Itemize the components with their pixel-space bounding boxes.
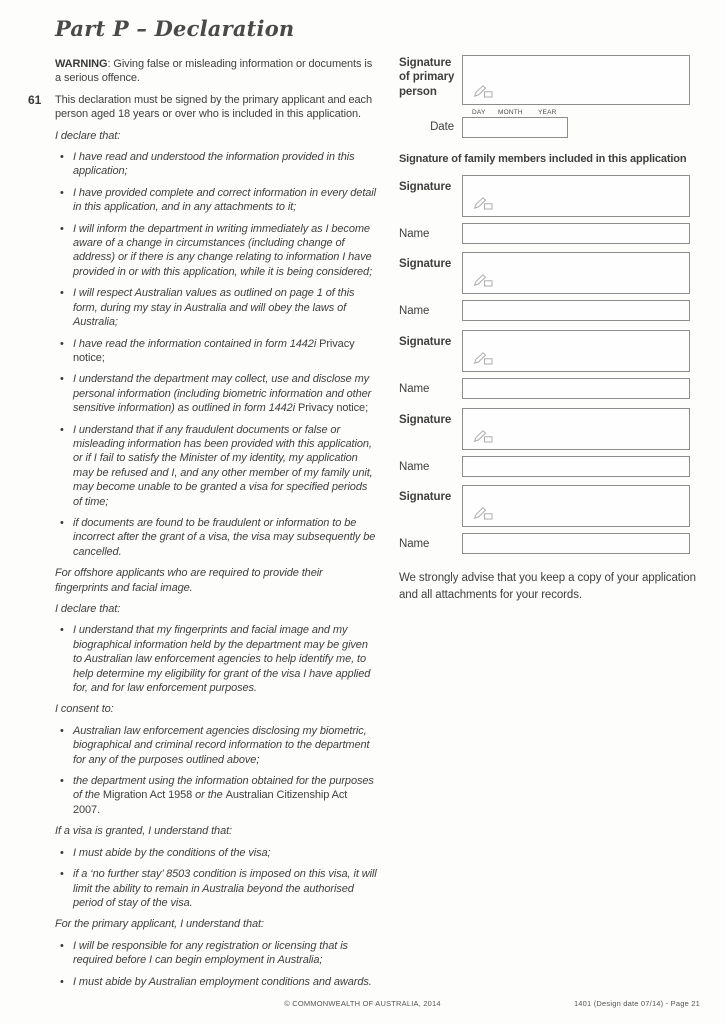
name-input[interactable]	[462, 378, 690, 399]
signature-box[interactable]	[462, 408, 690, 450]
bullet-dot-icon: •	[60, 624, 64, 637]
warning-label: WARNING	[55, 58, 108, 70]
bullet-text: I understand the department may collect, use and disclose my personal information (including biometric information and other sensitive information) as outlined in form 1442i Privacy notice;	[73, 373, 372, 415]
name-label: Name	[399, 305, 430, 317]
pen-icon	[472, 505, 494, 520]
bullet-dot-icon: •	[60, 151, 64, 164]
bullet-text: if documents are found to be fraudulent or information to be incorrect after the grant of a visa, the visa may subsequently be cancelled.	[73, 516, 376, 558]
family-signature-block	[399, 408, 691, 486]
bullet-text: if a ‘no further stay’ 8503 condition is imposed on this visa, it will limit the ability to remain in Australia beyond the authorised period of stay of the visa.	[73, 868, 377, 909]
declare-heading-1: I declare that:	[55, 129, 121, 142]
visa-granted-heading: If a visa is granted, I understand that:	[55, 825, 232, 838]
bullet-text: I will inform the department in writing immediately as I become aware of a change in circumstances (including change of address) or if there is any change relating to information I have provided in or with this application, while it is being considered;	[73, 222, 373, 278]
family-signature-block	[399, 175, 691, 253]
bullet-text: I will respect Australian values as outlined on page 1 of this form, during my stay in Australia and will obey the laws of Australia;	[73, 287, 355, 329]
name-label: Name	[399, 461, 430, 473]
bullet-text: I must abide by the conditions of the visa;	[73, 846, 271, 859]
signature-box[interactable]	[462, 252, 690, 294]
name-input[interactable]	[462, 223, 690, 244]
signature-label: Signature	[399, 491, 452, 503]
signature-box[interactable]	[462, 330, 690, 372]
consent-heading: I consent to:	[55, 703, 114, 716]
bullet-item	[55, 939, 377, 968]
bullet-text: Australian law enforcement agencies disclosing my biometric, biographical and criminal record information to the department for any of the purposes outlined above;	[73, 724, 370, 766]
bullet-dot-icon: •	[60, 516, 64, 529]
question-61	[28, 92, 377, 122]
name-input[interactable]	[462, 533, 690, 554]
page-title: Part P – Declaration	[55, 16, 295, 41]
declaration-list-1	[55, 150, 377, 559]
bullet-dot-icon: •	[60, 939, 64, 952]
bullet-item	[55, 150, 377, 179]
bullet-dot-icon: •	[60, 337, 64, 350]
date-label: Date	[430, 121, 454, 133]
primary-applicant-list	[55, 939, 377, 989]
footer-page-info: 1401 (Design date 07/14) - Page 21	[573, 999, 700, 1008]
advice-text: We strongly advise that you keep a copy of your application and all attachments for your records.	[399, 572, 696, 601]
bullet-text: I must abide by Australian employment conditions and awards.	[73, 975, 372, 988]
bullet-item	[55, 516, 377, 559]
visa-conditions-list	[55, 846, 377, 911]
year-label: YEAR	[538, 109, 557, 116]
offshore-note: For offshore applicants who are required to provide their fingerprints and facial image.	[55, 567, 323, 594]
bullet-item	[55, 337, 377, 366]
primary-applicant-heading: For the primary applicant, I understand that:	[55, 918, 264, 931]
bullet-dot-icon: •	[60, 186, 64, 199]
question-number: 61	[28, 92, 42, 107]
declare-heading-2: I declare that:	[55, 603, 121, 615]
declaration-list-2	[55, 623, 377, 695]
consent-list	[55, 724, 377, 817]
question-intro: This declaration must be signed by the primary applicant and each person aged 18 years or over who is included in this application.	[55, 93, 372, 121]
pen-icon	[472, 272, 494, 287]
name-label: Name	[399, 538, 430, 550]
warning-text: : Giving false or misleading information or documents is a serious offence.	[55, 58, 373, 85]
bullet-item	[55, 286, 377, 329]
bullet-item	[55, 186, 377, 215]
bullet-text: I have read and understood the information provided in this application;	[73, 151, 355, 178]
name-label: Name	[399, 228, 430, 240]
family-signatures-heading: Signature of family members included in this application	[399, 153, 687, 165]
bullet-item	[55, 867, 377, 910]
signature-label: Signature	[399, 258, 452, 270]
name-input[interactable]	[462, 300, 690, 321]
bullet-dot-icon: •	[60, 423, 64, 436]
name-label: Name	[399, 383, 430, 395]
bullet-dot-icon: •	[60, 846, 64, 859]
primary-signature-label: Signature of primary person	[399, 57, 455, 98]
declaration-column	[28, 57, 377, 996]
date-column-labels	[462, 109, 568, 117]
bullet-dot-icon: •	[60, 775, 64, 788]
bullet-dot-icon: •	[60, 975, 64, 988]
signature-label: Signature	[399, 414, 452, 426]
signature-box[interactable]	[462, 485, 690, 527]
bullet-text: I have read the information contained in form 1442i Privacy notice;	[73, 337, 355, 364]
pen-icon	[472, 195, 494, 210]
bullet-text: I have provided complete and correct information in every detail in this application, and in any attachments to it;	[73, 186, 376, 214]
bullet-dot-icon: •	[60, 222, 64, 235]
bullet-dot-icon: •	[60, 373, 64, 386]
pen-icon	[472, 350, 494, 365]
warning-paragraph	[55, 57, 377, 86]
primary-signature-box[interactable]	[462, 55, 690, 105]
signature-box[interactable]	[462, 175, 690, 217]
family-signature-block	[399, 485, 691, 563]
pen-icon	[472, 83, 494, 98]
month-label: MONTH	[498, 109, 523, 116]
day-label: DAY	[472, 109, 486, 116]
bullet-item	[55, 372, 377, 415]
bullet-text: I understand that if any fraudulent documents or false or misleading information has been provided with this application, or if I fail to satisfy the Minister of my identity, my application may be refused and I, and any other member of my family unit, may become unable to be granted a visa for specified periods of time;	[73, 423, 373, 508]
bullet-text: I understand that my fingerprints and facial image and my biographical information held by the department may be given to Australian law enforcement agencies to help identify me, to help determine my eligibility for grant of the visa I have applied for, and for law enforcement purposes.	[73, 624, 371, 695]
bullet-dot-icon: •	[60, 868, 64, 881]
family-signature-block	[399, 252, 691, 330]
bullet-item	[55, 846, 377, 860]
bullet-item	[55, 623, 377, 695]
bullet-dot-icon: •	[60, 287, 64, 300]
name-input[interactable]	[462, 456, 690, 477]
bullet-item	[55, 222, 377, 280]
signature-label: Signature	[399, 181, 452, 193]
bullet-text: I will be responsible for any registration or licensing that is required before I can begin employment in Australia;	[73, 939, 348, 967]
family-signature-block	[399, 330, 691, 408]
bullet-item	[55, 724, 377, 767]
bullet-item	[55, 423, 377, 509]
footer-copyright: © COMMONWEALTH OF AUSTRALIA, 2014	[284, 999, 441, 1008]
bullet-dot-icon: •	[60, 724, 64, 737]
bullet-text: the department using the information obtained for the purposes of the Migration Act 1958 or the Australian Citizenship Act 2007.	[73, 775, 374, 816]
date-input[interactable]	[462, 117, 568, 138]
pen-icon	[472, 428, 494, 443]
bullet-item	[55, 975, 377, 989]
bullet-item	[55, 774, 377, 817]
signature-label: Signature	[399, 336, 452, 348]
